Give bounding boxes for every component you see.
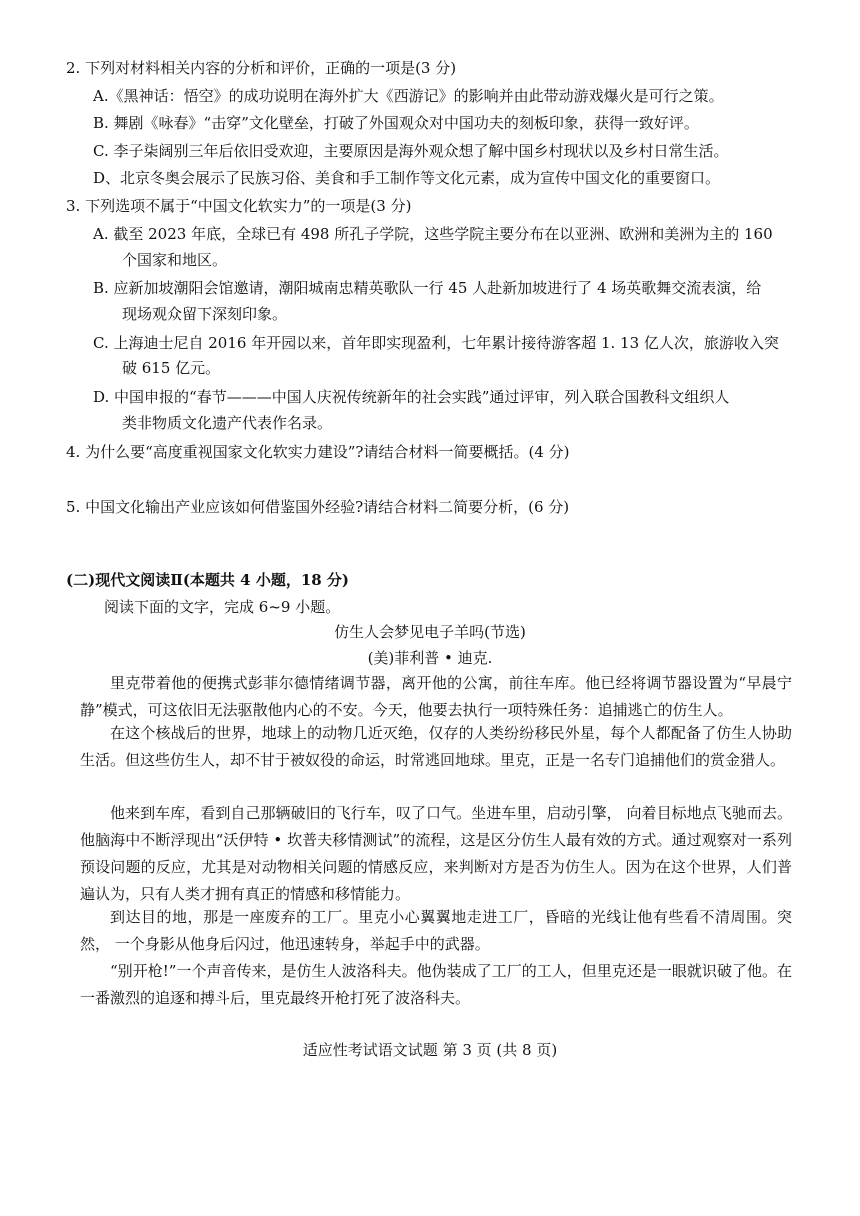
question-2-option-c: C. 李子柒阔别三年后依旧受欢迎，主要原因是海外观众想了解中国乡村现状以及乡村日常生活。 — [93, 142, 729, 160]
question-3-option-a-cont: 个国家和地区。 — [122, 251, 228, 269]
question-3-option-d: D. 中国申报的“春节———中国人庆祝传统新年的社会实践”通过评审，列入联合国教科文组织人 — [93, 388, 730, 406]
question-3-option-a: A. 截至 2023 年底，全球已有 498 所孔子学院，这些学院主要分布在以亚洲、欧洲和美洲为主的 160 — [93, 225, 773, 243]
question-3-stem: 3. 下列选项不属于“中国文化软实力”的一项是(3 分) — [66, 197, 412, 215]
question-3-option-b: B. 应新加坡潮阳会馆邀请，潮阳城南忠精英歌队一行 45 人赴新加坡进行了 4 场英歌舞交流表演，给 — [93, 279, 762, 297]
question-3-option-c-cont: 破 615 亿元。 — [122, 359, 221, 377]
section-instruction: 阅读下面的文字，完成 6~9 小题。 — [104, 598, 341, 616]
passage-author: (美)菲利普 • 迪克. — [367, 649, 493, 667]
page-footer: 适应性考试语文试题 第 3 页 (共 8 页) — [302, 1041, 558, 1059]
question-3-option-d-cont: 类非物质文化遗产代表作名录。 — [122, 414, 333, 432]
question-2-option-b: B. 舞剧《咏春》“击穿”文化壁垒，打破了外国观众对中国功夫的刻板印象，获得一致好评。 — [93, 114, 699, 132]
question-3-option-b-cont: 现场观众留下深刻印象。 — [122, 305, 288, 323]
passage-paragraph: 里克带着他的便携式彭菲尔德情绪调节器，离开他的公寓，前往车库。他已经将调节器设置为“早晨宁静”模式，可这依旧无法驱散他内心的不安。今天，他要去执行一项特殊任务：追捕逃亡的仿生人。 — [80, 674, 792, 719]
passage-paragraph: 他来到车库，看到自己那辆破旧的飞行车，叹了口气。坐进车里，启动引擎， 向着目标地点飞驰而去。他脑海中不断浮现出“沃伊特 • 坎普夫移情测试”的流程，这是区分仿生人最有效的方式。通过观察对一系列预设问题的反应，尤其是对动物相关问题的情感反应，来判断对方是否为仿生人。因为在这个世界，人们普遍认为，只有人类才拥有真正的情感和移情能力。 — [80, 804, 792, 903]
passage-paragraph: 到达目的地，那是一座废弃的工厂。里克小心翼翼地走进工厂，昏暗的光线让他有些看不清周围。突然， 一个身影从他身后闪过，他迅速转身，举起手中的武器。 — [80, 908, 792, 953]
question-2-option-d: D、北京冬奥会展示了民族习俗、美食和手工制作等文化元素，成为宣传中国文化的重要窗口。 — [93, 169, 721, 187]
question-5: 5. 中国文化输出产业应该如何借鉴国外经验?请结合材料二简要分析，(6 分) — [66, 498, 570, 516]
passage-paragraph: “别开枪!”一个声音传来，是仿生人波洛科夫。他伪装成了工厂的工人，但里克还是一眼就识破了他。在一番激烈的追逐和搏斗后，里克最终开枪打死了波洛科夫。 — [80, 962, 792, 1007]
question-4: 4. 为什么要“高度重视国家文化软实力建设”?请结合材料一简要概括。(4 分) — [66, 443, 570, 461]
question-2-option-a: A.《黑神话：悟空》的成功说明在海外扩大《西游记》的影响并由此带动游戏爆火是可行之策。 — [93, 87, 724, 105]
section-heading: (二)现代文阅读Ⅱ(本题共 4 小题，18 分) — [66, 571, 350, 589]
question-3-option-c: C. 上海迪士尼自 2016 年开园以来，首年即实现盈利，七年累计接待游客超 1. 13 亿人次，旅游收入突 — [93, 334, 779, 352]
question-2-stem: 2. 下列对材料相关内容的分析和评价，正确的一项是(3 分) — [66, 59, 457, 77]
passage-paragraph: 在这个核战后的世界，地球上的动物几近灭绝，仅存的人类纷纷移民外星，每个人都配备了仿生人协助生活。但这些仿生人，却不甘于被奴役的命运，时常逃回地球。里克，正是一名专门追捕他们的赏金猎人。 — [80, 724, 792, 769]
passage-title: 仿生人会梦见电子羊吗(节选) — [334, 623, 526, 641]
